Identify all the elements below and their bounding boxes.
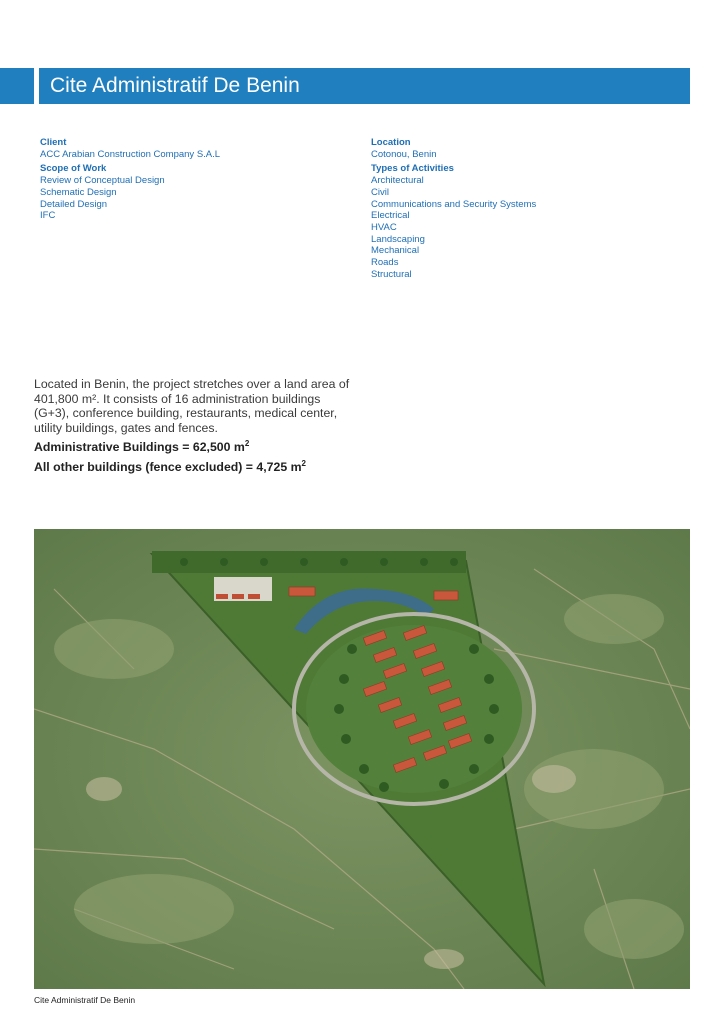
image-caption: Cite Administratif De Benin xyxy=(34,995,136,1005)
activity-item: Roads xyxy=(371,257,399,269)
accent-block xyxy=(0,68,34,104)
project-info-left xyxy=(40,137,340,222)
activity-item: Mechanical xyxy=(371,245,420,257)
project-description: Located in Benin, the project stretches over a land area of 401,800 m². It consists of 16 administration buildings (G+3), conference building, restaurants, medical center, utility buildings, gates and fences. xyxy=(34,377,350,435)
activity-item: Civil xyxy=(371,186,389,198)
scope-item: Detailed Design xyxy=(40,198,108,210)
site-aerial-image xyxy=(34,529,690,989)
location-label: Location xyxy=(371,137,411,148)
other-area-text: All other buildings (fence excluded) = 4,725 m xyxy=(34,460,302,475)
admin-area-text: Administrative Buildings = 62,500 m xyxy=(34,440,245,455)
activity-item: Architectural xyxy=(371,175,424,187)
location-value: Cotonou, Benin xyxy=(371,148,437,160)
site-plan-illustration xyxy=(34,529,690,989)
activity-item: Landscaping xyxy=(371,233,425,245)
other-area-unit: 2 xyxy=(301,459,306,468)
activity-item: Electrical xyxy=(371,210,410,222)
scope-item: Schematic Design xyxy=(40,186,117,198)
page-title: Cite Administratif De Benin xyxy=(39,68,690,104)
activities-label: Types of Activities xyxy=(371,163,454,175)
client-label: Client xyxy=(40,137,67,148)
client-value: ACC Arabian Construction Company S.A.L xyxy=(40,148,221,160)
scope-item: IFC xyxy=(40,210,56,222)
activity-item: HVAC xyxy=(371,221,397,233)
scope-label: Scope of Work xyxy=(40,163,107,175)
scope-item: Review of Conceptual Design xyxy=(40,175,165,187)
project-info-right xyxy=(371,137,671,280)
admin-buildings-area xyxy=(34,439,249,454)
activity-item: Communications and Security Systems xyxy=(371,198,537,210)
activity-item: Structural xyxy=(371,268,412,280)
other-buildings-area xyxy=(34,459,306,474)
admin-area-unit: 2 xyxy=(244,439,250,448)
